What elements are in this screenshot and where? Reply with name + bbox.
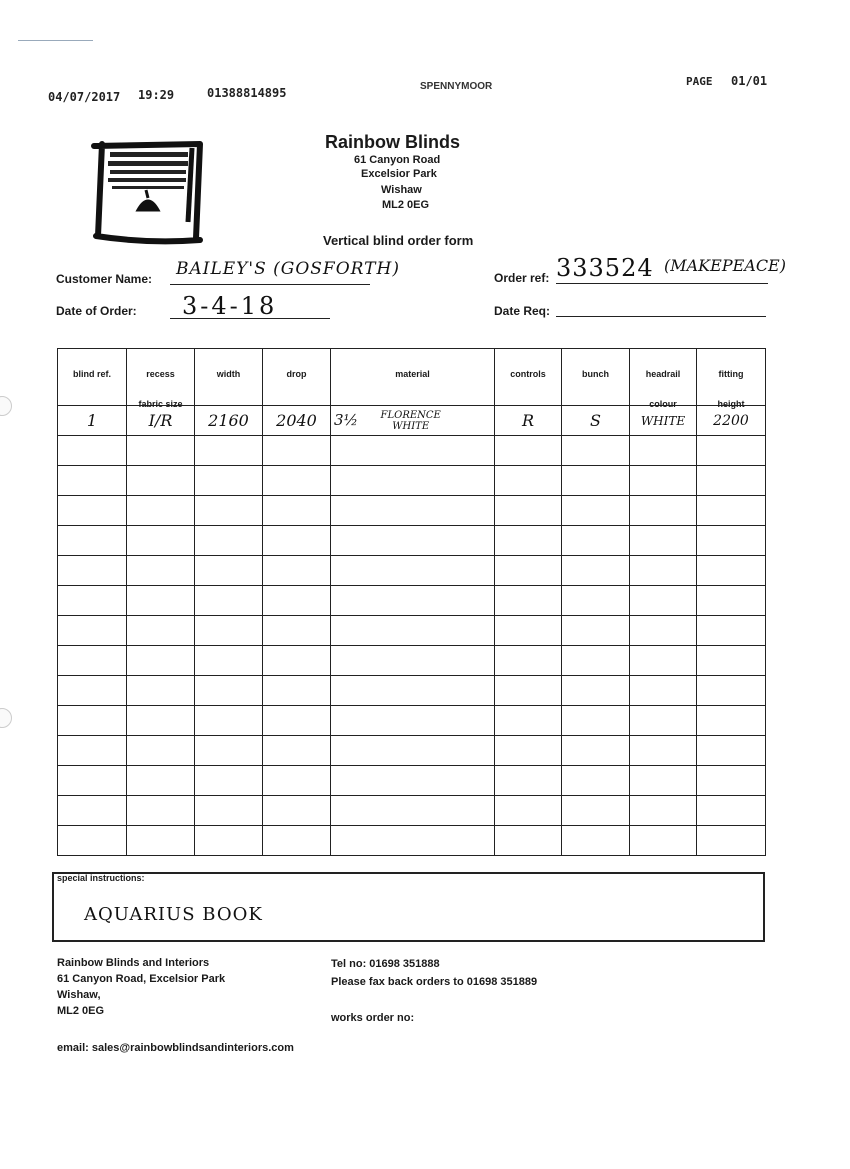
cell-headrail-colour[interactable] <box>630 736 697 766</box>
order-table <box>57 348 766 856</box>
cell-controls[interactable] <box>495 526 562 556</box>
cell-headrail-colour[interactable] <box>630 676 697 706</box>
cell-recess[interactable] <box>127 826 195 856</box>
cell-blind-ref[interactable] <box>58 526 127 556</box>
header-bunch: bunch <box>562 349 630 406</box>
table-row <box>58 826 766 856</box>
cell-width[interactable] <box>195 706 263 736</box>
header-fitting: fitting height <box>697 349 766 406</box>
cell-drop[interactable] <box>263 766 331 796</box>
cell-recess[interactable] <box>127 526 195 556</box>
cell-blind-ref[interactable] <box>58 826 127 856</box>
cell-fitting-height[interactable] <box>697 826 766 856</box>
cell-drop[interactable] <box>263 496 331 526</box>
cell-fitting-height[interactable]: 2200 <box>697 406 766 436</box>
footer-works-order-label: works order no: <box>331 1012 415 1024</box>
cell-material[interactable] <box>331 706 495 736</box>
cell-material[interactable] <box>331 436 495 466</box>
cell-headrail-colour[interactable]: WHITE <box>630 406 697 436</box>
cell-drop[interactable] <box>263 586 331 616</box>
cell-drop[interactable] <box>263 646 331 676</box>
cell-drop[interactable] <box>263 706 331 736</box>
cell-blind-ref[interactable] <box>58 586 127 616</box>
cell-headrail-colour[interactable] <box>630 616 697 646</box>
company-name: Rainbow Blinds <box>325 132 460 152</box>
cell-width[interactable] <box>195 586 263 616</box>
cell-blind-ref[interactable] <box>58 556 127 586</box>
cell-controls[interactable] <box>495 826 562 856</box>
cell-controls[interactable] <box>495 436 562 466</box>
cell-bunch[interactable] <box>562 496 630 526</box>
cell-material[interactable] <box>331 796 495 826</box>
cell-headrail-colour[interactable] <box>630 826 697 856</box>
table-row <box>58 736 766 766</box>
cell-recess[interactable]: I/R <box>127 406 195 436</box>
footer-company-line: Rainbow Blinds and Interiors <box>57 957 210 969</box>
date-req-label: Date Req: <box>494 304 551 318</box>
cell-drop[interactable] <box>263 616 331 646</box>
cell-controls[interactable] <box>495 706 562 736</box>
order-ref-label: Order ref: <box>494 271 550 285</box>
cell-material[interactable] <box>331 646 495 676</box>
cell-controls[interactable] <box>495 496 562 526</box>
cell-material[interactable] <box>331 586 495 616</box>
cell-headrail-colour[interactable] <box>630 556 697 586</box>
cell-controls[interactable]: R <box>495 406 562 436</box>
footer-company-line: Wishaw, <box>57 989 101 1001</box>
form-title: Vertical blind order form <box>323 233 474 248</box>
cell-blind-ref[interactable] <box>58 676 127 706</box>
cell-recess[interactable] <box>127 466 195 496</box>
header-width: width <box>195 349 263 406</box>
cell-recess[interactable] <box>127 736 195 766</box>
fax-page-label: PAGE <box>686 75 713 88</box>
cell-headrail-colour[interactable] <box>630 706 697 736</box>
cell-material[interactable] <box>331 466 495 496</box>
table-row <box>58 616 766 646</box>
cell-bunch[interactable] <box>562 646 630 676</box>
cell-bunch[interactable] <box>562 796 630 826</box>
cell-fitting-height[interactable] <box>697 676 766 706</box>
cell-blind-ref[interactable] <box>58 616 127 646</box>
cell-headrail-colour[interactable] <box>630 586 697 616</box>
date-of-order-label: Date of Order: <box>56 304 137 318</box>
fax-page-value: 01/01 <box>731 74 768 88</box>
cell-material[interactable] <box>331 526 495 556</box>
header-blind-ref: blind ref. <box>58 349 127 406</box>
cell-headrail-colour[interactable] <box>630 526 697 556</box>
cell-bunch[interactable] <box>562 736 630 766</box>
cell-blind-ref[interactable]: 1 <box>58 406 127 436</box>
cell-headrail-colour[interactable] <box>630 466 697 496</box>
cell-fitting-height[interactable] <box>697 706 766 736</box>
cell-controls[interactable] <box>495 646 562 676</box>
cell-controls[interactable] <box>495 676 562 706</box>
cell-recess[interactable] <box>127 616 195 646</box>
cell-blind-ref[interactable] <box>58 466 127 496</box>
cell-fitting-height[interactable] <box>697 616 766 646</box>
cell-controls[interactable] <box>495 556 562 586</box>
table-row <box>58 526 766 556</box>
cell-material[interactable] <box>331 736 495 766</box>
company-address-line-4: ML2 0EG <box>382 199 430 211</box>
company-address-line-3: Wishaw <box>381 184 422 196</box>
cell-drop[interactable]: 2040 <box>263 406 331 436</box>
cell-bunch[interactable] <box>562 466 630 496</box>
cell-controls[interactable] <box>495 616 562 646</box>
special-instructions-label: special instructions: <box>57 873 145 883</box>
footer-tel: Tel no: 01698 351888 <box>331 958 440 970</box>
company-address-line-2: Excelsior Park <box>361 168 437 180</box>
cell-material[interactable] <box>331 766 495 796</box>
cell-fitting-height[interactable] <box>697 646 766 676</box>
cell-fitting-height[interactable] <box>697 796 766 826</box>
cell-width[interactable] <box>195 496 263 526</box>
table-row <box>58 436 766 466</box>
cell-width[interactable] <box>195 466 263 496</box>
cell-drop[interactable] <box>263 826 331 856</box>
table-row <box>58 586 766 616</box>
cell-blind-ref[interactable] <box>58 496 127 526</box>
cell-fabric-size: 3½ <box>334 410 359 429</box>
table-row <box>58 796 766 826</box>
cell-fitting-height[interactable] <box>697 436 766 466</box>
cell-bunch[interactable] <box>562 826 630 856</box>
cell-bunch[interactable]: S <box>562 406 630 436</box>
cell-bunch[interactable] <box>562 526 630 556</box>
cell-material[interactable] <box>331 676 495 706</box>
date-of-order-value[interactable]: 3-4-18 <box>182 292 278 320</box>
cell-drop[interactable] <box>263 796 331 826</box>
cell-recess[interactable] <box>127 646 195 676</box>
header-recess: recess fabric size <box>127 349 195 406</box>
cell-width[interactable]: 2160 <box>195 406 263 436</box>
cell-material[interactable] <box>331 556 495 586</box>
table-row <box>58 406 766 436</box>
table-row <box>58 676 766 706</box>
cell-bunch[interactable] <box>562 556 630 586</box>
cell-recess[interactable] <box>127 586 195 616</box>
cell-blind-ref[interactable] <box>58 706 127 736</box>
cell-fitting-height[interactable] <box>697 736 766 766</box>
customer-name-value[interactable]: BAILEY'S (GOSFORTH) <box>176 259 400 279</box>
cell-width[interactable] <box>195 826 263 856</box>
cell-bunch[interactable] <box>562 676 630 706</box>
cell-headrail-colour[interactable] <box>630 436 697 466</box>
scan-mark <box>18 40 93 41</box>
cell-headrail-colour[interactable] <box>630 646 697 676</box>
cell-bunch[interactable] <box>562 616 630 646</box>
cell-fitting-height[interactable] <box>697 466 766 496</box>
cell-drop[interactable] <box>263 526 331 556</box>
cell-recess[interactable] <box>127 796 195 826</box>
table-row <box>58 496 766 526</box>
table-header-row <box>58 349 766 406</box>
cell-width[interactable] <box>195 766 263 796</box>
table-row <box>58 706 766 736</box>
cell-drop[interactable] <box>263 436 331 466</box>
cell-blind-ref[interactable] <box>58 436 127 466</box>
cell-headrail-colour[interactable] <box>630 796 697 826</box>
cell-fitting-height[interactable] <box>697 766 766 796</box>
fax-date: 04/07/2017 <box>48 90 121 104</box>
special-instructions-value[interactable]: AQUARIUS BOOK <box>84 904 263 925</box>
cell-material-text: FLORENCE WHITE <box>380 409 441 432</box>
footer-company-line: 61 Canyon Road, Excelsior Park <box>57 973 226 985</box>
cell-material[interactable] <box>331 406 495 436</box>
cell-bunch[interactable] <box>562 706 630 736</box>
cell-drop[interactable] <box>263 466 331 496</box>
order-ref-value[interactable]: 333524 <box>556 254 654 282</box>
fax-time: 19:29 <box>138 88 175 102</box>
cell-recess[interactable] <box>127 766 195 796</box>
cell-bunch[interactable] <box>562 766 630 796</box>
header-headrail: headrail colour <box>630 349 697 406</box>
special-instructions-box[interactable] <box>52 872 765 942</box>
cell-width[interactable] <box>195 796 263 826</box>
header-drop: drop <box>263 349 331 406</box>
header-controls: controls <box>495 349 562 406</box>
cell-material[interactable] <box>331 496 495 526</box>
cell-recess[interactable] <box>127 436 195 466</box>
cell-drop[interactable] <box>263 556 331 586</box>
date-req-line[interactable] <box>556 316 766 317</box>
cell-drop[interactable] <box>263 676 331 706</box>
cell-drop[interactable] <box>263 736 331 766</box>
footer-fax-back: Please fax back orders to 01698 351889 <box>331 976 538 988</box>
cell-width[interactable] <box>195 736 263 766</box>
cell-width[interactable] <box>195 436 263 466</box>
cell-recess[interactable] <box>127 556 195 586</box>
cell-fitting-height[interactable] <box>697 556 766 586</box>
fax-number: 01388814895 <box>207 86 287 100</box>
company-logo <box>88 136 208 246</box>
fax-sender: SPENNYMOOR <box>420 81 493 92</box>
table-row <box>58 556 766 586</box>
cell-blind-ref[interactable] <box>58 646 127 676</box>
order-ref-note[interactable]: (MAKEPEACE) <box>664 256 786 275</box>
table-row <box>58 646 766 676</box>
cell-bunch[interactable] <box>562 586 630 616</box>
cell-controls[interactable] <box>495 586 562 616</box>
footer-company-line: ML2 0EG <box>57 1005 105 1017</box>
company-address-line-1: 61 Canyon Road <box>354 154 441 166</box>
cell-blind-ref[interactable] <box>58 796 127 826</box>
header-material: material <box>331 349 495 406</box>
cell-headrail-colour[interactable] <box>630 496 697 526</box>
cell-fitting-height[interactable] <box>697 526 766 556</box>
cell-blind-ref[interactable] <box>58 736 127 766</box>
cell-width[interactable] <box>195 676 263 706</box>
footer-company <box>57 955 225 1019</box>
customer-name-label: Customer Name: <box>56 272 153 286</box>
cell-headrail-colour[interactable] <box>630 766 697 796</box>
table-row <box>58 466 766 496</box>
cell-width[interactable] <box>195 646 263 676</box>
cell-fitting-height[interactable] <box>697 586 766 616</box>
cell-recess[interactable] <box>127 706 195 736</box>
table-row <box>58 766 766 796</box>
customer-name-line <box>170 284 370 285</box>
cell-blind-ref[interactable] <box>58 766 127 796</box>
cell-recess[interactable] <box>127 496 195 526</box>
cell-width[interactable] <box>195 556 263 586</box>
cell-recess[interactable] <box>127 676 195 706</box>
punch-hole-top <box>0 396 12 416</box>
cell-width[interactable] <box>195 526 263 556</box>
cell-material[interactable] <box>331 826 495 856</box>
cell-material[interactable] <box>331 616 495 646</box>
cell-controls[interactable] <box>495 766 562 796</box>
cell-controls[interactable] <box>495 736 562 766</box>
cell-controls[interactable] <box>495 796 562 826</box>
order-ref-line <box>556 283 768 284</box>
cell-bunch[interactable] <box>562 436 630 466</box>
cell-width[interactable] <box>195 616 263 646</box>
punch-hole-bottom <box>0 708 12 728</box>
cell-controls[interactable] <box>495 466 562 496</box>
cell-fitting-height[interactable] <box>697 496 766 526</box>
footer-email[interactable]: email: sales@rainbowblindsandinteriors.com <box>57 1042 294 1054</box>
